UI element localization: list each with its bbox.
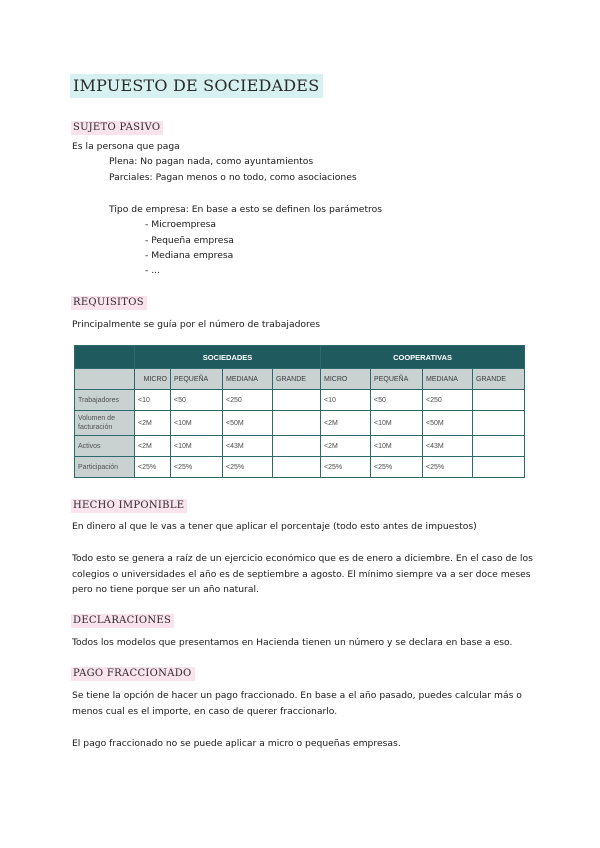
table-cell: <25% (135, 457, 171, 478)
page-title: IMPUESTO DE SOCIEDADES (70, 74, 323, 98)
list-item: - Pequeña empresa (145, 235, 234, 246)
table-cell: <2M (135, 436, 171, 457)
table-cell: <43M (223, 436, 273, 457)
list-item: - ... (145, 265, 160, 276)
column-header: PEQUEÑA (371, 369, 423, 390)
table-cell: <50M (423, 411, 473, 436)
section-heading-hecho-imponible: HECHO IMPONIBLE (71, 499, 187, 513)
pago-paragraph-1-line-2: menos cual es el importe, en caso de querer fraccionarlo. (72, 706, 338, 717)
table-cell: <250 (223, 390, 273, 411)
section-heading-pago-fraccionado: PAGO FRACCIONADO (71, 667, 195, 681)
column-header: MEDIANA (223, 369, 273, 390)
hecho-paragraph-2-line-2: colegios o universidades el año es de septiembre a agosto. El mínimo siempre va a ser doce meses (72, 569, 531, 580)
company-types-table (74, 345, 525, 478)
sujeto-tipo-empresa: Tipo de empresa: En base a esto se definen los parámetros (109, 204, 383, 215)
table-corner-header (75, 346, 135, 369)
column-header: MEDIANA (423, 369, 473, 390)
table-cell (473, 436, 525, 457)
hecho-paragraph-2-line-3: pero no tiene porque ser un año natural. (72, 584, 259, 595)
table-cell: <25% (423, 457, 473, 478)
table-cell: <50M (223, 411, 273, 436)
requisitos-intro: Principalmente se guía por el número de trabajadores (72, 319, 321, 330)
group-header-cooperativas: COOPERATIVAS (321, 346, 525, 369)
table-cell (473, 411, 525, 436)
table-cell (273, 457, 321, 478)
section-heading-declaraciones: DECLARACIONES (71, 614, 174, 628)
table-cell: <10 (135, 390, 171, 411)
row-label: Trabajadores (75, 390, 135, 411)
table-cell (273, 390, 321, 411)
table-cell: <25% (321, 457, 371, 478)
table-cell (273, 436, 321, 457)
column-header: PEQUEÑA (171, 369, 223, 390)
table-cell: <50 (171, 390, 223, 411)
row-label: Activos (75, 436, 135, 457)
table-blank-header (75, 369, 135, 390)
hecho-paragraph-2-line-1: Todo esto se genera a raíz de un ejercicio económico que es de enero a diciembre. En el caso de los (72, 553, 533, 564)
group-header-sociedades: SOCIEDADES (135, 346, 321, 369)
section-heading-requisitos: REQUISITOS (71, 296, 147, 310)
sujeto-plena: Plena: No pagan nada, como ayuntamientos (109, 156, 314, 167)
table-cell: <25% (223, 457, 273, 478)
table-cell: <43M (423, 436, 473, 457)
pago-paragraph-2: El pago fraccionado no se puede aplicar a micro o pequeñas empresas. (72, 738, 401, 749)
table-cell: <10M (171, 411, 223, 436)
column-header: MICRO (321, 369, 371, 390)
table-cell: <250 (423, 390, 473, 411)
row-label: Volumen de facturación (75, 411, 135, 436)
table-cell: <10M (371, 411, 423, 436)
sujeto-intro: Es la persona que paga (72, 141, 180, 152)
pago-paragraph-1-line-1: Se tiene la opción de hacer un pago fraccionado. En base a el año pasado, puedes calcular más o (72, 690, 522, 701)
column-header: GRANDE (473, 369, 525, 390)
column-header: GRANDE (273, 369, 321, 390)
row-label: Participación (75, 457, 135, 478)
table-cell (473, 457, 525, 478)
table-cell: <2M (135, 411, 171, 436)
section-heading-sujeto-pasivo: SUJETO PASIVO (71, 121, 163, 135)
list-item: - Mediana empresa (145, 250, 234, 261)
table-cell: <10 (321, 390, 371, 411)
table-cell: <10M (171, 436, 223, 457)
declaraciones-paragraph: Todos los modelos que presentamos en Hacienda tienen un número y se declara en base a eso. (72, 637, 513, 648)
table-cell: <2M (321, 411, 371, 436)
column-header: MICRO (135, 369, 171, 390)
list-item: - Microempresa (145, 219, 217, 230)
table-cell (273, 411, 321, 436)
table-cell: <10M (371, 436, 423, 457)
sujeto-parciales: Parciales: Pagan menos o no todo, como asociaciones (109, 172, 357, 183)
hecho-paragraph-1: En dinero al que le vas a tener que aplicar el porcentaje (todo esto antes de impuestos) (72, 521, 477, 532)
table-cell: <2M (321, 436, 371, 457)
table-cell: <25% (171, 457, 223, 478)
table-cell: <25% (371, 457, 423, 478)
table-cell: <50 (371, 390, 423, 411)
table-cell (473, 390, 525, 411)
